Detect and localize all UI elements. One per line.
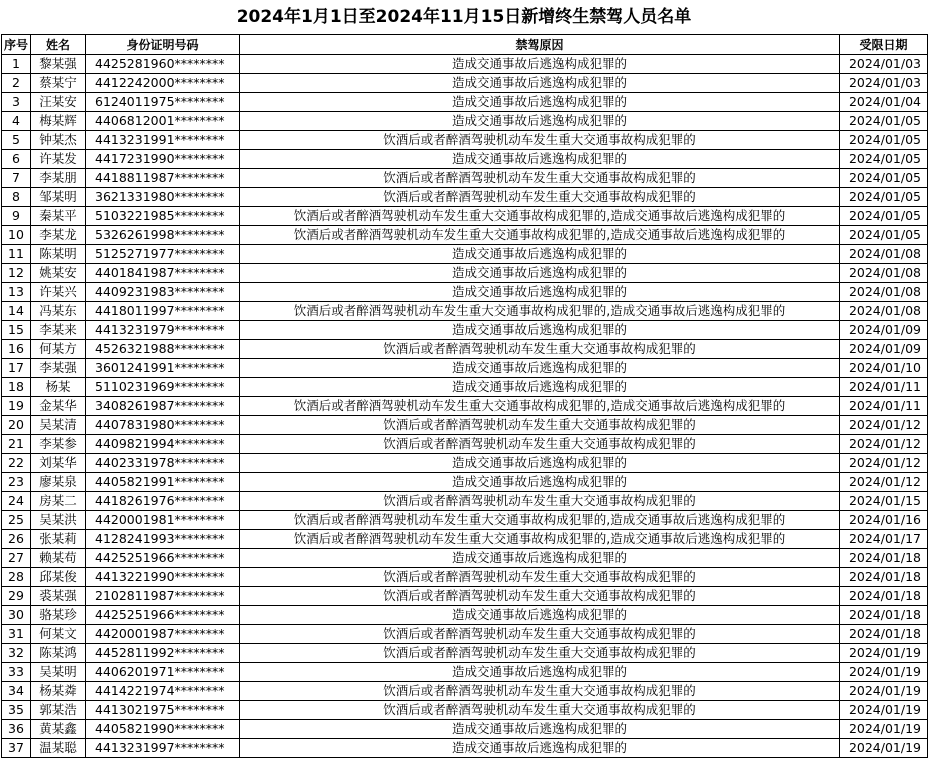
row-name: 吴某清: [31, 416, 86, 435]
row-seq: 2: [2, 74, 31, 93]
table-row: [2, 378, 928, 397]
row-date: 2024/01/18: [840, 549, 928, 568]
row-seq: 32: [2, 644, 31, 663]
row-id-number: 4402331978********: [86, 454, 240, 473]
table-row: [2, 587, 928, 606]
row-id-number: 4414221974********: [86, 682, 240, 701]
row-seq: 35: [2, 701, 31, 720]
row-date: 2024/01/19: [840, 720, 928, 739]
row-id-number: 4406812001********: [86, 112, 240, 131]
row-reason: 造成交通事故后逃逸构成犯罪的: [240, 245, 840, 264]
table-row: [2, 226, 928, 245]
row-id-number: 4406201971********: [86, 663, 240, 682]
row-seq: 33: [2, 663, 31, 682]
row-name: 邹某明: [31, 188, 86, 207]
row-id-number: 5125271977********: [86, 245, 240, 264]
row-date: 2024/01/04: [840, 93, 928, 112]
table-row: [2, 549, 928, 568]
row-reason: 饮酒后或者醉酒驾驶机动车发生重大交通事故构成犯罪的: [240, 435, 840, 454]
row-seq: 19: [2, 397, 31, 416]
row-id-number: 4425251966********: [86, 606, 240, 625]
row-name: 张某莉: [31, 530, 86, 549]
table-row: [2, 245, 928, 264]
row-name: 何某文: [31, 625, 86, 644]
row-reason: 造成交通事故后逃逸构成犯罪的: [240, 378, 840, 397]
row-name: 李某来: [31, 321, 86, 340]
row-id-number: 4413231991********: [86, 131, 240, 150]
row-id-number: 4420001981********: [86, 511, 240, 530]
row-seq: 20: [2, 416, 31, 435]
row-date: 2024/01/18: [840, 625, 928, 644]
header-reason: 禁驾原因: [240, 35, 840, 55]
row-reason: 造成交通事故后逃逸构成犯罪的: [240, 359, 840, 378]
row-id-number: 4526321988********: [86, 340, 240, 359]
table-header-row: [2, 35, 928, 55]
row-date: 2024/01/12: [840, 435, 928, 454]
row-date: 2024/01/11: [840, 397, 928, 416]
row-id-number: 4413021975********: [86, 701, 240, 720]
row-date: 2024/01/08: [840, 245, 928, 264]
row-reason: 造成交通事故后逃逸构成犯罪的: [240, 720, 840, 739]
table-row: [2, 530, 928, 549]
row-reason: 造成交通事故后逃逸构成犯罪的: [240, 739, 840, 758]
row-reason: 造成交通事故后逃逸构成犯罪的: [240, 473, 840, 492]
row-seq: 12: [2, 264, 31, 283]
row-date: 2024/01/10: [840, 359, 928, 378]
table-row: [2, 701, 928, 720]
row-reason: 造成交通事故后逃逸构成犯罪的: [240, 112, 840, 131]
table-row: [2, 321, 928, 340]
row-name: 杨某: [31, 378, 86, 397]
row-name: 钟某杰: [31, 131, 86, 150]
row-name: 吴某洪: [31, 511, 86, 530]
row-id-number: 4425251966********: [86, 549, 240, 568]
row-name: 裘某强: [31, 587, 86, 606]
row-reason: 造成交通事故后逃逸构成犯罪的: [240, 454, 840, 473]
row-id-number: 3601241991********: [86, 359, 240, 378]
row-id-number: 4425281960********: [86, 55, 240, 74]
row-reason: 饮酒后或者醉酒驾驶机动车发生重大交通事故构成犯罪的,造成交通事故后逃逸构成犯罪的: [240, 207, 840, 226]
table-body: [2, 55, 928, 758]
row-name: 刘某华: [31, 454, 86, 473]
table-row: [2, 663, 928, 682]
row-date: 2024/01/19: [840, 682, 928, 701]
row-id-number: 4407831980********: [86, 416, 240, 435]
table-row: [2, 55, 928, 74]
row-date: 2024/01/08: [840, 283, 928, 302]
row-reason: 造成交通事故后逃逸构成犯罪的: [240, 663, 840, 682]
header-seq: 序号: [2, 35, 31, 55]
row-date: 2024/01/05: [840, 150, 928, 169]
row-name: 许某兴: [31, 283, 86, 302]
row-name: 廖某泉: [31, 473, 86, 492]
row-date: 2024/01/09: [840, 340, 928, 359]
row-seq: 36: [2, 720, 31, 739]
row-date: 2024/01/16: [840, 511, 928, 530]
row-reason: 饮酒后或者醉酒驾驶机动车发生重大交通事故构成犯罪的: [240, 625, 840, 644]
table-row: [2, 302, 928, 321]
row-seq: 15: [2, 321, 31, 340]
row-name: 何某方: [31, 340, 86, 359]
row-date: 2024/01/18: [840, 587, 928, 606]
row-seq: 10: [2, 226, 31, 245]
row-name: 陈某明: [31, 245, 86, 264]
table-row: [2, 188, 928, 207]
row-reason: 造成交通事故后逃逸构成犯罪的: [240, 93, 840, 112]
row-seq: 18: [2, 378, 31, 397]
table-row: [2, 359, 928, 378]
row-name: 赖某苟: [31, 549, 86, 568]
row-id-number: 4452811992********: [86, 644, 240, 663]
row-seq: 3: [2, 93, 31, 112]
table-row: [2, 473, 928, 492]
row-seq: 6: [2, 150, 31, 169]
row-date: 2024/01/08: [840, 302, 928, 321]
table-row: [2, 454, 928, 473]
row-name: 黄某鑫: [31, 720, 86, 739]
row-reason: 饮酒后或者醉酒驾驶机动车发生重大交通事故构成犯罪的: [240, 682, 840, 701]
row-id-number: 4420001987********: [86, 625, 240, 644]
table-row: [2, 169, 928, 188]
row-date: 2024/01/17: [840, 530, 928, 549]
table-row: [2, 397, 928, 416]
row-name: 骆某珍: [31, 606, 86, 625]
row-seq: 17: [2, 359, 31, 378]
row-reason: 饮酒后或者醉酒驾驶机动车发生重大交通事故构成犯罪的,造成交通事故后逃逸构成犯罪的: [240, 397, 840, 416]
row-name: 许某发: [31, 150, 86, 169]
row-seq: 16: [2, 340, 31, 359]
row-id-number: 4409821994********: [86, 435, 240, 454]
row-date: 2024/01/19: [840, 663, 928, 682]
row-seq: 31: [2, 625, 31, 644]
row-reason: 饮酒后或者醉酒驾驶机动车发生重大交通事故构成犯罪的: [240, 492, 840, 511]
row-id-number: 4412242000********: [86, 74, 240, 93]
row-name: 李某龙: [31, 226, 86, 245]
row-reason: 造成交通事故后逃逸构成犯罪的: [240, 74, 840, 93]
table-row: [2, 416, 928, 435]
row-name: 房某二: [31, 492, 86, 511]
row-name: 冯某东: [31, 302, 86, 321]
row-reason: 饮酒后或者醉酒驾驶机动车发生重大交通事故构成犯罪的,造成交通事故后逃逸构成犯罪的: [240, 530, 840, 549]
row-seq: 11: [2, 245, 31, 264]
table-row: [2, 625, 928, 644]
ban-list-table: [1, 34, 928, 758]
row-seq: 9: [2, 207, 31, 226]
row-id-number: 5326261998********: [86, 226, 240, 245]
table-row: [2, 150, 928, 169]
row-date: 2024/01/09: [840, 321, 928, 340]
row-id-number: 4409231983********: [86, 283, 240, 302]
row-id-number: 4418811987********: [86, 169, 240, 188]
row-name: 李某参: [31, 435, 86, 454]
row-name: 李某朋: [31, 169, 86, 188]
row-id-number: 4413221990********: [86, 568, 240, 587]
row-name: 黎某强: [31, 55, 86, 74]
table-row: [2, 606, 928, 625]
row-seq: 14: [2, 302, 31, 321]
row-reason: 饮酒后或者醉酒驾驶机动车发生重大交通事故构成犯罪的,造成交通事故后逃逸构成犯罪的: [240, 511, 840, 530]
row-seq: 4: [2, 112, 31, 131]
row-seq: 29: [2, 587, 31, 606]
row-name: 邱某俊: [31, 568, 86, 587]
row-id-number: 6124011975********: [86, 93, 240, 112]
row-id-number: 5103221985********: [86, 207, 240, 226]
header-name: 姓名: [31, 35, 86, 55]
table-row: [2, 131, 928, 150]
table-row: [2, 492, 928, 511]
row-reason: 饮酒后或者醉酒驾驶机动车发生重大交通事故构成犯罪的: [240, 644, 840, 663]
row-id-number: 3408261987********: [86, 397, 240, 416]
row-date: 2024/01/05: [840, 188, 928, 207]
row-name: 杨某粦: [31, 682, 86, 701]
row-reason: 造成交通事故后逃逸构成犯罪的: [240, 606, 840, 625]
row-id-number: 4417231990********: [86, 150, 240, 169]
row-id-number: 4128241993********: [86, 530, 240, 549]
row-date: 2024/01/05: [840, 131, 928, 150]
row-reason: 饮酒后或者醉酒驾驶机动车发生重大交通事故构成犯罪的: [240, 169, 840, 188]
row-seq: 1: [2, 55, 31, 74]
row-reason: 造成交通事故后逃逸构成犯罪的: [240, 549, 840, 568]
table-row: [2, 283, 928, 302]
table-row: [2, 264, 928, 283]
table-row: [2, 682, 928, 701]
row-seq: 25: [2, 511, 31, 530]
row-seq: 8: [2, 188, 31, 207]
row-seq: 23: [2, 473, 31, 492]
row-reason: 造成交通事故后逃逸构成犯罪的: [240, 264, 840, 283]
row-seq: 34: [2, 682, 31, 701]
row-name: 陈某鸿: [31, 644, 86, 663]
row-reason: 饮酒后或者醉酒驾驶机动车发生重大交通事故构成犯罪的: [240, 188, 840, 207]
row-seq: 24: [2, 492, 31, 511]
table-row: [2, 93, 928, 112]
row-date: 2024/01/03: [840, 55, 928, 74]
row-date: 2024/01/18: [840, 568, 928, 587]
row-id-number: 4413231997********: [86, 739, 240, 758]
row-seq: 27: [2, 549, 31, 568]
row-name: 秦某平: [31, 207, 86, 226]
row-id-number: 4418261976********: [86, 492, 240, 511]
row-seq: 37: [2, 739, 31, 758]
row-seq: 5: [2, 131, 31, 150]
row-reason: 饮酒后或者醉酒驾驶机动车发生重大交通事故构成犯罪的: [240, 701, 840, 720]
table-row: [2, 511, 928, 530]
row-reason: 饮酒后或者醉酒驾驶机动车发生重大交通事故构成犯罪的,造成交通事故后逃逸构成犯罪的: [240, 302, 840, 321]
row-reason: 造成交通事故后逃逸构成犯罪的: [240, 150, 840, 169]
header-id: 身份证明号码: [86, 35, 240, 55]
row-id-number: 4413231979********: [86, 321, 240, 340]
row-date: 2024/01/15: [840, 492, 928, 511]
row-date: 2024/01/12: [840, 454, 928, 473]
row-id-number: 4405821990********: [86, 720, 240, 739]
row-date: 2024/01/05: [840, 207, 928, 226]
row-reason: 饮酒后或者醉酒驾驶机动车发生重大交通事故构成犯罪的: [240, 587, 840, 606]
row-reason: 饮酒后或者醉酒驾驶机动车发生重大交通事故构成犯罪的: [240, 416, 840, 435]
row-reason: 饮酒后或者醉酒驾驶机动车发生重大交通事故构成犯罪的: [240, 131, 840, 150]
row-seq: 21: [2, 435, 31, 454]
row-seq: 22: [2, 454, 31, 473]
row-date: 2024/01/03: [840, 74, 928, 93]
row-name: 梅某辉: [31, 112, 86, 131]
row-seq: 26: [2, 530, 31, 549]
row-name: 汪某安: [31, 93, 86, 112]
table-row: [2, 644, 928, 663]
page-title: 2024年1月1日至2024年11月15日新增终生禁驾人员名单: [236, 7, 692, 27]
row-date: 2024/01/08: [840, 264, 928, 283]
row-name: 吴某明: [31, 663, 86, 682]
row-reason: 饮酒后或者醉酒驾驶机动车发生重大交通事故构成犯罪的,造成交通事故后逃逸构成犯罪的: [240, 226, 840, 245]
table-row: [2, 112, 928, 131]
row-id-number: 3621331980********: [86, 188, 240, 207]
row-date: 2024/01/19: [840, 701, 928, 720]
row-date: 2024/01/05: [840, 169, 928, 188]
row-date: 2024/01/12: [840, 473, 928, 492]
row-seq: 7: [2, 169, 31, 188]
row-name: 李某强: [31, 359, 86, 378]
row-name: 金某华: [31, 397, 86, 416]
table-row: [2, 340, 928, 359]
row-date: 2024/01/18: [840, 606, 928, 625]
table-row: [2, 739, 928, 758]
table-row: [2, 74, 928, 93]
table-row: [2, 568, 928, 587]
row-id-number: 4405821991********: [86, 473, 240, 492]
row-name: 温某聪: [31, 739, 86, 758]
row-reason: 造成交通事故后逃逸构成犯罪的: [240, 283, 840, 302]
row-date: 2024/01/19: [840, 739, 928, 758]
row-seq: 30: [2, 606, 31, 625]
row-id-number: 5110231969********: [86, 378, 240, 397]
row-name: 郭某浩: [31, 701, 86, 720]
row-date: 2024/01/19: [840, 644, 928, 663]
row-date: 2024/01/05: [840, 226, 928, 245]
row-id-number: 2102811987********: [86, 587, 240, 606]
row-reason: 饮酒后或者醉酒驾驶机动车发生重大交通事故构成犯罪的: [240, 340, 840, 359]
table-row: [2, 435, 928, 454]
table-row: [2, 720, 928, 739]
row-reason: 造成交通事故后逃逸构成犯罪的: [240, 321, 840, 340]
header-date: 受限日期: [840, 35, 928, 55]
row-name: 姚某安: [31, 264, 86, 283]
row-seq: 13: [2, 283, 31, 302]
row-date: 2024/01/12: [840, 416, 928, 435]
row-date: 2024/01/11: [840, 378, 928, 397]
row-name: 蔡某宁: [31, 74, 86, 93]
row-date: 2024/01/05: [840, 112, 928, 131]
row-reason: 造成交通事故后逃逸构成犯罪的: [240, 55, 840, 74]
row-id-number: 4401841987********: [86, 264, 240, 283]
table-row: [2, 207, 928, 226]
row-reason: 饮酒后或者醉酒驾驶机动车发生重大交通事故构成犯罪的: [240, 568, 840, 587]
row-seq: 28: [2, 568, 31, 587]
row-id-number: 4418011997********: [86, 302, 240, 321]
